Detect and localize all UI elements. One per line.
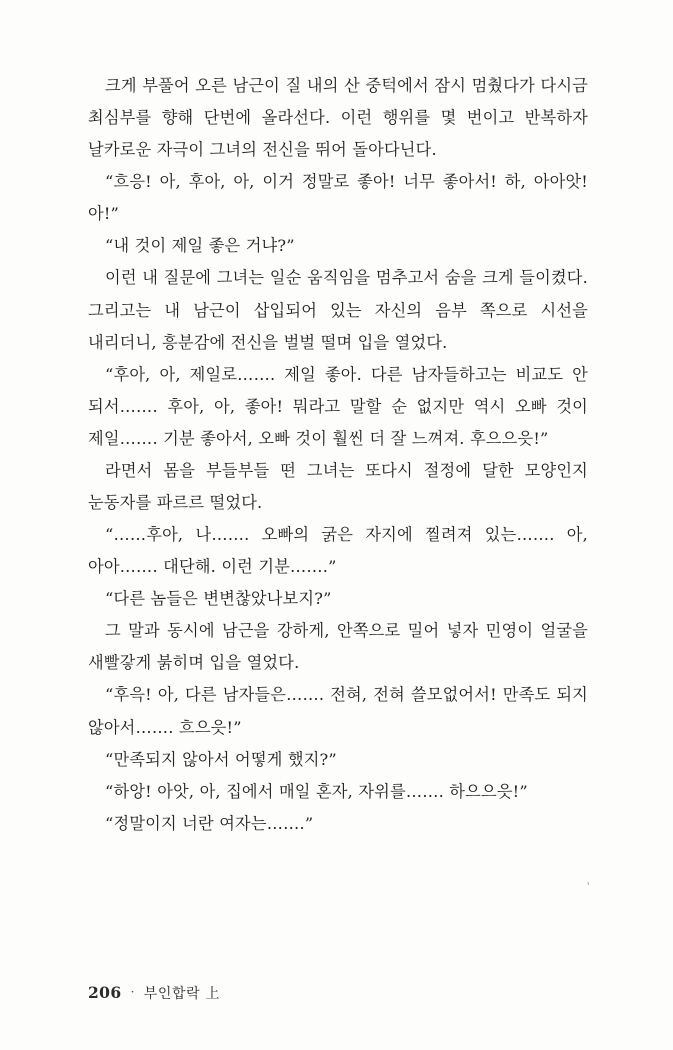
paragraph: “후아, 아, 제일로……. 제일 좋아. 다른 남자들하고는 비교도 안 되서……. 후아, 아, 좋아! 뭐라고 말할 순 없지만 역시 오빠 것이 제일……. 기분 좋아서, 오빠 것이 훨씬 더 잘 느껴져. 후으으읏!” <box>88 364 588 448</box>
paragraph: 그 말과 동시에 남근을 강하게, 안쪽으로 밀어 넣자 민영이 얼굴을 새빨갛게 붉히며 입을 열었다. <box>88 621 588 673</box>
footer-separator: · <box>130 985 135 999</box>
paragraph: “만족되지 않아서 어떻게 했지?” <box>105 749 337 769</box>
stray-ink-mark: ˋ <box>580 880 593 898</box>
page-number: 206 <box>88 983 122 1002</box>
paragraph: “다른 놈들은 변변찮았나보지?” <box>105 589 332 609</box>
paragraph: “……후아, 나……. 오빠의 굵은 자지에 찔려져 있는……. 아, 아아……. 대단해. 이런 기분…….” <box>88 525 588 577</box>
paragraph: 라면서 몸을 부들부들 떤 그녀는 또다시 절정에 달한 모양인지 눈동자를 파르르 떨었다. <box>88 460 588 513</box>
paragraph: 크게 부풀어 오른 남근이 질 내의 산 중턱에서 잠시 멈췄다가 다시금 최심부를 향해 단번에 올라선다. 이런 행위를 몇 번이고 반복하자 날카로운 자극이 그녀의 전신을 뛰어 돌아다닌다. <box>88 76 588 160</box>
paragraph: “정말이지 너란 여자는…….” <box>105 813 314 833</box>
paragraph: “흐응! 아, 후아, 아, 이거 정말로 좋아! 너무 좋아서! 하, 아아앗! 아!” <box>88 172 588 224</box>
paragraph: “내 것이 제일 좋은 거냐?” <box>105 236 295 256</box>
paragraph: “하앙! 아앗, 아, 집에서 매일 혼자, 자위를……. 하으으읏!” <box>105 781 528 801</box>
page-footer <box>88 983 220 1003</box>
book-title: 부인합락 上 <box>143 986 220 1002</box>
body-text-column <box>88 70 588 840</box>
paragraph: “후윽! 아, 다른 남자들은……. 전혀, 전혀 쓸모없어서! 만족도 되지 않아서……. 흐으읏!” <box>88 685 588 737</box>
paragraph: 이런 내 질문에 그녀는 일순 움직임을 멈추고서 숨을 크게 들이켰다. 그리고는 내 남근이 삽입되어 있는 자신의 음부 쪽으로 시선을 내리더니, 흥분감에 전신을 벌벌 떨며 입을 열었다. <box>88 268 588 352</box>
